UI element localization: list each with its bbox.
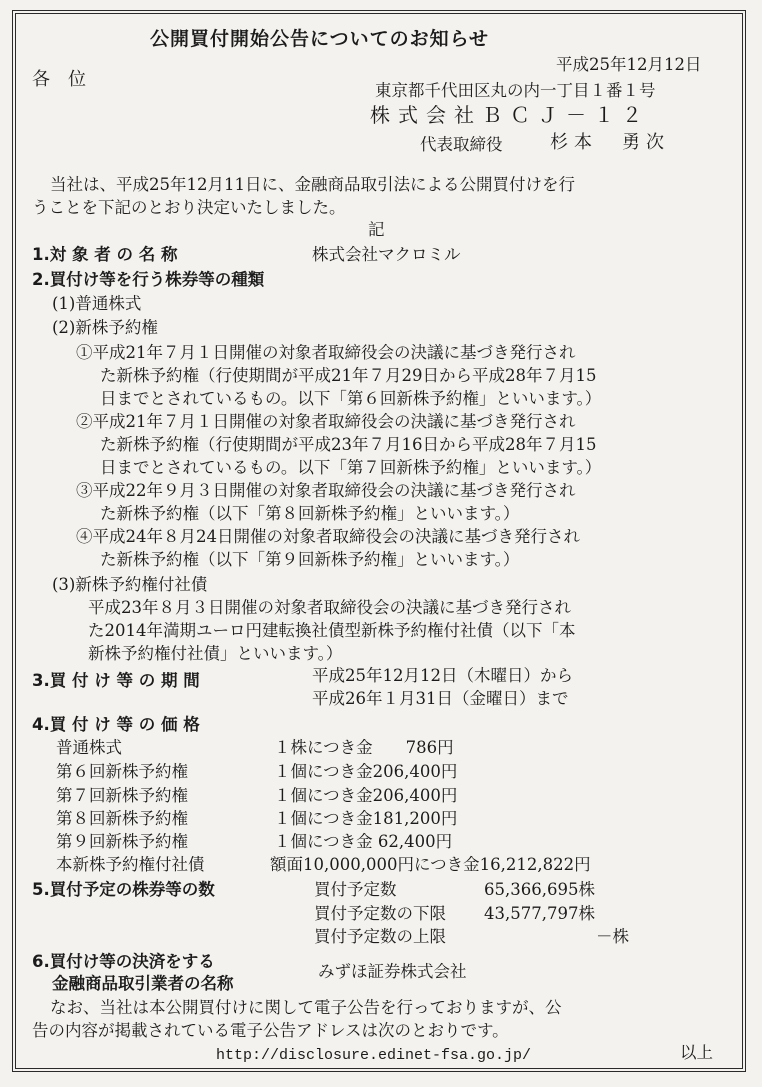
closing-note-1: なお、当社は本公開買付けに関して電子公告を行っておりますが、公 <box>50 998 562 1017</box>
section-6-value: みずほ証券株式会社 <box>318 962 467 981</box>
rights-1-line-1: ①平成21年７月１日開催の対象者取締役会の決議に基づき発行され <box>76 343 576 362</box>
section-2-item-1: (1)普通株式 <box>52 294 142 313</box>
section-2-heading: 2.買付け等を行う株券等の種類 <box>32 270 265 289</box>
rights-1-line-2: た新株予約権（行使期間が平成21年７月29日から平成28年７月15 <box>100 366 597 385</box>
quantity-label: 買付予定数の上限 <box>314 927 446 946</box>
closing-ijou: 以上 <box>680 1043 713 1062</box>
section-6-heading-2: 金融商品取引業者の名称 <box>52 974 234 993</box>
period-to: 平成26年１月31日（金曜日）まで <box>312 689 569 708</box>
price-label: 本新株予約権付社債 <box>56 855 205 874</box>
ki-mark: 記 <box>368 220 385 239</box>
closing-note-2: 告の内容が掲載されている電子公告アドレスは次のとおりです。 <box>32 1021 509 1040</box>
intro-line-2: うことを下記のとおり決定いたしました。 <box>32 198 346 217</box>
price-label: 第８回新株予約権 <box>56 809 188 828</box>
section-5-heading: 5.買付予定の株券等の数 <box>32 880 215 899</box>
rights-2-line-1: ②平成21年７月１日開催の対象者取締役会の決議に基づき発行され <box>76 412 576 431</box>
rights-3-line-1: ③平成22年９月３日開催の対象者取締役会の決議に基づき発行され <box>76 481 576 500</box>
representative-title: 代表取締役 <box>420 135 503 154</box>
bonds-line-3: 新株予約権付社債」といいます。） <box>88 644 343 663</box>
price-label: 第６回新株予約権 <box>56 762 188 781</box>
rights-2-line-3: 日までとされているもの。以下「第７回新株予約権」といいます。） <box>100 458 602 477</box>
price-value: １個につき金 62,400円 <box>274 832 453 851</box>
notice-title: 公開買付開始公告についてのお知らせ <box>150 28 490 50</box>
price-value: １個につき金181,200円 <box>274 809 458 828</box>
disclosure-url[interactable]: http://disclosure.edinet-fsa.go.jp/ <box>216 1047 532 1064</box>
price-value: １個につき金206,400円 <box>274 786 458 805</box>
section-3-heading: 3.買 付 け 等 の 期 間 <box>32 671 200 690</box>
section-1-value: 株式会社マクロミル <box>312 245 461 264</box>
price-label: 普通株式 <box>56 738 122 757</box>
bonds-line-2: た2014年満期ユーロ円建転換社債型新株予約権付社債（以下「本 <box>88 621 576 640</box>
rights-3-line-2: た新株予約権（以下「第８回新株予約権」といいます。） <box>100 504 520 523</box>
company-name: 株式会社ＢＣＪ－１２ <box>370 103 650 127</box>
section-2-item-2: (2)新株予約権 <box>52 318 158 337</box>
representative-name: 杉本 勇次 <box>550 132 670 153</box>
quantity-value: 43,577,797株 <box>484 904 595 923</box>
period-from: 平成25年12月12日（木曜日）から <box>312 666 573 685</box>
price-value: １株につき金 786円 <box>274 738 454 757</box>
rights-1-line-3: 日までとされているもの。以下「第６回新株予約権」といいます。） <box>100 389 602 408</box>
quantity-value: 65,366,695株 <box>484 880 595 899</box>
section-2-item-3: (3)新株予約権付社債 <box>52 575 208 594</box>
quantity-label: 買付予定数の下限 <box>314 904 446 923</box>
price-value: １個につき金206,400円 <box>274 762 458 781</box>
company-address: 東京都千代田区丸の内一丁目１番１号 <box>375 81 656 100</box>
section-4-heading: 4.買 付 け 等 の 価 格 <box>32 715 200 734</box>
section-1-heading: 1.対 象 者 の 名 称 <box>32 245 178 264</box>
rights-4-line-1: ④平成24年８月24日開催の対象者取締役会の決議に基づき発行され <box>76 527 580 546</box>
addressee: 各 位 <box>32 69 86 90</box>
intro-line-1: 当社は、平成25年12月11日に、金融商品取引法による公開買付けを行 <box>50 175 575 194</box>
rights-4-line-2: た新株予約権（以下「第９回新株予約権」といいます。） <box>100 550 520 569</box>
section-6-heading: 6.買付け等の決済をする <box>32 952 215 971</box>
price-label: 第９回新株予約権 <box>56 832 188 851</box>
price-label: 第７回新株予約権 <box>56 786 188 805</box>
bonds-line-1: 平成23年８月３日開催の対象者取締役会の決議に基づき発行され <box>88 598 571 617</box>
notice-date: 平成25年12月12日 <box>556 55 702 74</box>
quantity-value: －株 <box>596 927 629 946</box>
rights-2-line-2: た新株予約権（行使期間が平成23年７月16日から平成28年７月15 <box>100 435 597 454</box>
quantity-label: 買付予定数 <box>314 880 397 899</box>
price-value: 額面10,000,000円につき金16,212,822円 <box>270 855 591 874</box>
